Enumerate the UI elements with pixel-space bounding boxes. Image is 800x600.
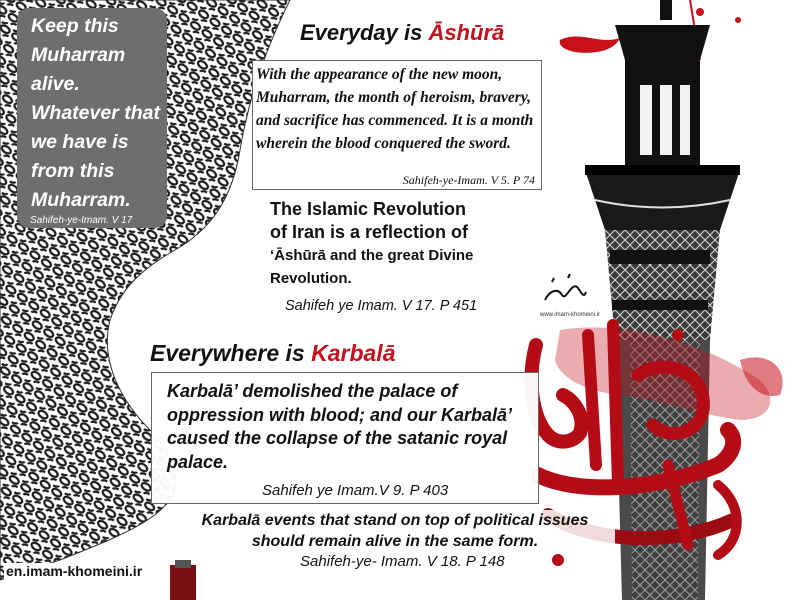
quote-3-source: Sahifeh ye Imam.V 9. P 403 <box>262 482 449 499</box>
title-everywhere-accent: Karbalā <box>311 340 396 366</box>
website-link[interactable]: en.imam-khomeini.ir <box>6 563 143 579</box>
quote-2-line-4: Revolution. <box>270 270 352 287</box>
title-everywhere-prefix: Everywhere is <box>150 340 312 366</box>
title-everyday-accent: Āshūrā <box>428 20 505 45</box>
header-quote-source: Sahifeh-ye-Imam. V 17 <box>30 215 133 226</box>
quote-4-source: Sahifeh-ye- Imam. V 18. P 148 <box>300 553 505 570</box>
quote-2-text <box>270 198 545 290</box>
header-quote-box <box>17 8 167 228</box>
title-everyday-prefix: Everyday is <box>300 20 429 45</box>
header-quote-text: Keep this Muharram alive. Whatever that we have is from this Muharram. <box>31 15 160 211</box>
quote-box-3 <box>151 372 539 504</box>
quote-2-line-3: ‘Āshūrā and the great Divine <box>270 247 474 264</box>
quote-box-1 <box>252 60 542 190</box>
quote-1-text: With the appearance of the new moon, Muharram, the month of heroism, bravery, and sacrifice has commenced. It is a month wherein the blood conquered the sword. <box>256 66 534 152</box>
quote-4-text: Karbalā events that stand on top of political issues should remain alive in the same form. <box>175 510 615 552</box>
title-everyday <box>300 20 504 46</box>
title-everywhere <box>150 340 395 367</box>
quote-1-source: Sahifeh-ye-Imam. V 5. P 74 <box>402 173 535 187</box>
quote-2-line-2: of Iran is a reflection of <box>270 222 469 242</box>
quote-3-text: Karbalā’ demolished the palace of oppression with blood; and our Karbalā’ caused the collapse of the satanic royal palace. <box>167 381 512 472</box>
quote-2-source: Sahifeh ye Imam. V 17. P 451 <box>285 298 478 314</box>
signature-icon <box>540 270 590 310</box>
signature-url: www.imam-khomeini.ir <box>540 312 601 318</box>
quote-2-line-1: The Islamic Revolution <box>270 199 467 219</box>
